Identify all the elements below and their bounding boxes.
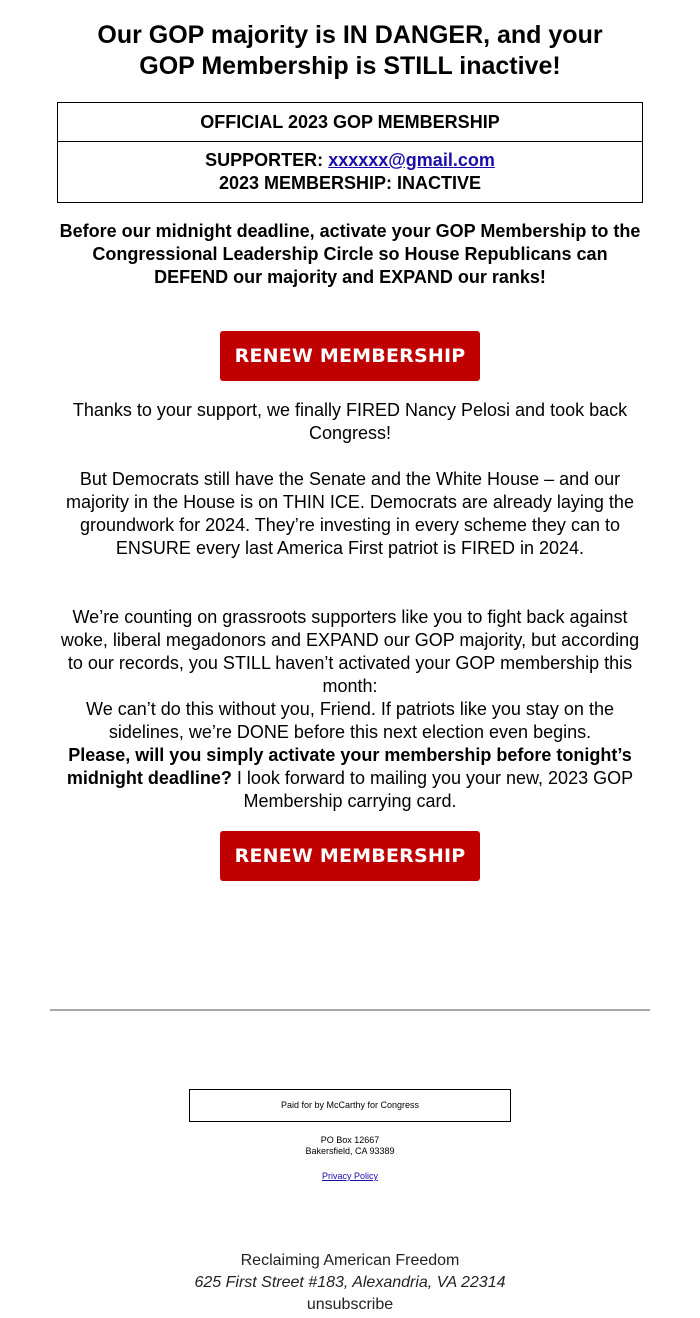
unsubscribe-link[interactable]: unsubscribe <box>306 1296 394 1313</box>
subhead: Before our midnight deadline, activate your GOP Membership to the Congressional Leadership Circle so House Republicans can DEFEND our majority and EXPAND our ranks! <box>59 221 641 287</box>
appeal-deadline-bold: Please, will you simply activate your membership before tonight’s midnight deadline? <box>66 745 632 788</box>
appeal-deadline <box>55 744 645 813</box>
footer-divider <box>50 1009 650 1011</box>
footer-org: Reclaiming American Freedom <box>240 1252 460 1269</box>
headline-line-2: GOP Membership is STILL inactive! <box>139 52 561 80</box>
appeal-records: We’re counting on grassroots supporters like you to fight back against woke, liberal megadonors and EXPAND our GOP majority, but according to our records, you STILL haven’t activated your GOP membership this month: <box>60 607 640 696</box>
headline <box>50 20 650 82</box>
supporter-email-link[interactable]: xxxxxx@gmail.com <box>328 150 495 170</box>
city-line: Bakersfield, CA 93389 <box>305 1146 395 1156</box>
paragraph-appeal <box>55 606 645 813</box>
renew-membership-button-top[interactable]: RENEW MEMBERSHIP <box>220 331 480 381</box>
paragraph-democrats: But Democrats still have the Senate and the White House – and our majority in the House is on THIN ICE. Democrats are already laying the groundwork for 2024. They’re investing in every scheme they can to ENSURE every last America First patriot is FIRED in 2024. <box>66 469 634 558</box>
privacy-policy-link[interactable]: Privacy Policy <box>321 1171 378 1181</box>
supporter-label: SUPPORTER: <box>205 150 324 170</box>
disclaimer-address <box>200 1135 500 1157</box>
paragraph-pelosi: Thanks to your support, we finally FIRED Nancy Pelosi and took back Congress! <box>72 400 628 443</box>
paid-for-disclaimer: Paid for by McCarthy for Congress <box>189 1089 511 1122</box>
membership-box-details <box>58 142 642 195</box>
renew-membership-button-bottom[interactable]: RENEW MEMBERSHIP <box>220 831 480 881</box>
po-box: PO Box 12667 <box>320 1135 380 1145</box>
membership-box <box>57 102 643 203</box>
membership-box-title: OFFICIAL 2023 GOP MEMBERSHIP <box>58 103 642 142</box>
supporter-line <box>58 149 642 172</box>
privacy-policy <box>200 1171 500 1182</box>
appeal-friend: We can’t do this without you, Friend. If patriots like you stay on the sidelines, we’re DONE before this next election even begins. <box>86 699 614 742</box>
footer <box>100 1250 600 1316</box>
membership-status: 2023 MEMBERSHIP: INACTIVE <box>218 173 482 193</box>
footer-street: 625 First Street #183, Alexandria, VA 22314 <box>194 1274 506 1291</box>
headline-line-1: Our GOP majority is IN DANGER, and your <box>97 21 603 49</box>
appeal-deadline-rest: I look forward to mailing you your new, 2023 GOP Membership carrying card. <box>231 768 634 811</box>
